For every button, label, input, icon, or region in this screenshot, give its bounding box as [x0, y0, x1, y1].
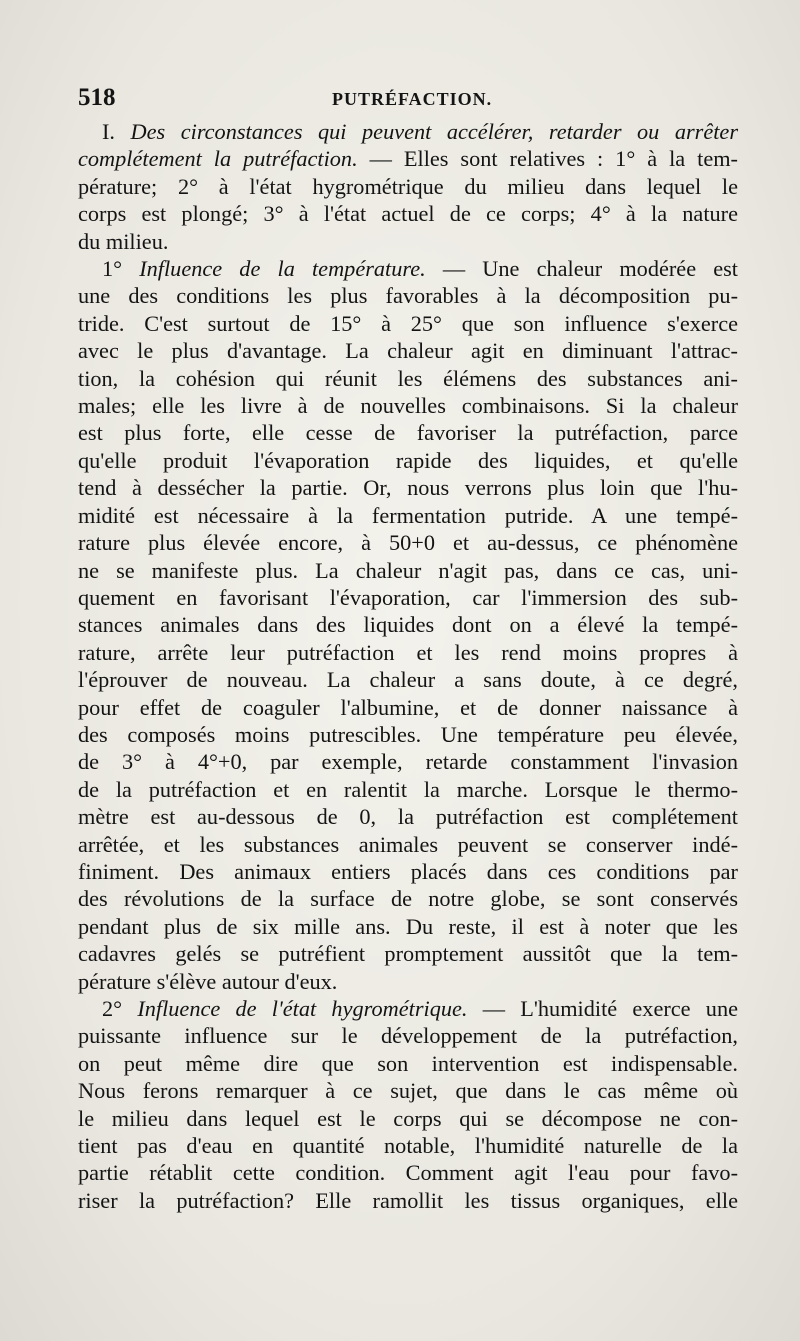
text-segment: — Une chaleur modérée est: [425, 256, 739, 282]
text-line: [78, 1050, 738, 1077]
text-line: [78, 419, 738, 446]
text-line: [78, 228, 738, 255]
text-segment: I.: [102, 119, 131, 144]
text-line: [78, 611, 738, 638]
text-line: [78, 173, 738, 200]
text-segment: est plus forte, elle cesse de favoriser la putréfaction, parce: [78, 420, 738, 446]
paragraph: [78, 118, 738, 255]
text-segment: ne se manifeste plus. La chaleur n'agit pas, dans ce cas, uni-: [78, 557, 738, 583]
text-segment: — L'humidité exerce une: [467, 996, 739, 1021]
italic-heading: Influence de l'état hygrométrique.: [137, 996, 468, 1021]
text-line: [78, 365, 738, 392]
text-line: [78, 474, 738, 501]
page-header: [78, 84, 738, 114]
text-segment: riser la putréfaction? Elle ramollit les tissus organiques, elle: [78, 1187, 738, 1213]
text-segment: puissante influence sur le développement de la putréfaction,: [78, 1023, 738, 1049]
text-line: [78, 502, 738, 529]
text-line: [78, 831, 738, 858]
text-line: [78, 118, 738, 145]
text-line: [78, 1187, 738, 1214]
text-segment: une des conditions les plus favorables à la décomposition pu-: [78, 283, 738, 309]
text-segment: corps est plongé; 3° à l'état actuel de ce corps; 4° à la nature: [78, 201, 738, 227]
text-segment: midité est nécessaire à la fermentation putride. A une tempé-: [78, 502, 738, 528]
text-line: [78, 885, 738, 912]
text-segment: pendant plus de six mille ans. Du reste, il est à noter que les: [78, 913, 738, 939]
text-segment: tient pas d'eau en quantité notable, l'humidité naturelle de la: [78, 1133, 738, 1159]
paragraph: [78, 995, 738, 1214]
text-segment: rature plus élevée encore, à 50+0 et au-dessus, ce phénomène: [78, 530, 738, 556]
text-segment: quement en favorisant l'évaporation, car l'immersion des sub-: [78, 584, 738, 610]
paragraph: [78, 255, 738, 995]
text-segment: — Elles sont relatives : 1° à la tem-: [357, 146, 738, 172]
text-line: [78, 392, 738, 419]
text-segment: le milieu dans lequel est le corps qui se décompose ne con-: [78, 1105, 738, 1131]
italic-heading: Influence de la température.: [139, 256, 426, 282]
text-line: [78, 940, 738, 967]
text-line: [78, 721, 738, 748]
text-line: [78, 803, 738, 830]
text-segment: du milieu.: [78, 228, 169, 254]
text-segment: des composés moins putrescibles. Une température peu élevée,: [78, 721, 738, 747]
text-segment: stances animales dans des liquides dont on a élevé la tempé-: [78, 612, 738, 638]
text-line: [78, 145, 738, 172]
text-line: [78, 776, 738, 803]
text-line: [78, 1159, 738, 1186]
text-segment: tend à dessécher la partie. Or, nous verrons plus loin que l'hu-: [78, 475, 738, 501]
text-line: [78, 666, 738, 693]
text-segment: tride. C'est surtout de 15° à 25° que son influence s'exerce: [78, 310, 738, 336]
text-segment: rature, arrête leur putréfaction et les rend moins propres à: [78, 639, 738, 665]
text-segment: avec le plus d'avantage. La chaleur agit en diminuant l'attrac-: [78, 338, 738, 364]
text-segment: Nous ferons remarquer à ce sujet, que dans le cas même où: [78, 1078, 738, 1104]
text-segment: de la putréfaction et en ralentit la marche. Lorsque le thermo-: [78, 776, 738, 802]
text-segment: des révolutions de la surface de notre globe, se sont conservés: [78, 886, 738, 912]
italic-heading: Des circonstances qui peuvent accélérer, retarder ou arrêter: [130, 119, 739, 144]
text-segment: pérature s'élève autour d'eux.: [78, 968, 338, 994]
text-segment: males; elle les livre à de nouvelles combinaisons. Si la chaleur: [78, 393, 738, 419]
text-segment: de 3° à 4°+0, par exemple, retarde constamment l'invasion: [78, 749, 738, 775]
text-line: [78, 639, 738, 666]
text-segment: mètre est au-dessous de 0, la putréfaction est complétement: [78, 804, 738, 830]
text-segment: pérature; 2° à l'état hygrométrique du milieu dans lequel le: [78, 173, 738, 199]
text-segment: qu'elle produit l'évaporation rapide des liquides, et qu'elle: [78, 447, 738, 473]
text-segment: partie rétablit cette condition. Comment agit l'eau pour favo-: [78, 1160, 738, 1186]
text-line: [78, 584, 738, 611]
body-text: [78, 118, 738, 1214]
text-line: [78, 282, 738, 309]
italic-heading: complétement la putréfaction.: [78, 146, 358, 172]
text-segment: tion, la cohésion qui réunit les élémens des substances ani-: [78, 365, 738, 391]
text-line: [78, 310, 738, 337]
text-line: [78, 1022, 738, 1049]
text-line: [78, 748, 738, 775]
text-line: [78, 529, 738, 556]
text-line: [78, 968, 738, 995]
text-line: [78, 557, 738, 584]
text-segment: 2°: [102, 996, 138, 1021]
text-segment: arrêtée, et les substances animales peuvent se conserver indé-: [78, 831, 738, 857]
text-line: [78, 1077, 738, 1104]
text-line: [78, 255, 738, 282]
text-line: [78, 200, 738, 227]
text-line: [78, 1105, 738, 1132]
text-segment: pour effet de coaguler l'albumine, et de donner naissance à: [78, 694, 738, 720]
text-line: [78, 447, 738, 474]
text-line: [78, 858, 738, 885]
text-segment: l'éprouver de nouveau. La chaleur a sans doute, à ce degré,: [78, 667, 738, 693]
text-line: [78, 337, 738, 364]
text-segment: cadavres gelés se putréfient promptement aussitôt que la tem-: [78, 941, 738, 967]
text-line: [78, 913, 738, 940]
text-segment: on peut même dire que son intervention est indispensable.: [78, 1050, 738, 1076]
running-head: PUTRÉFACTION.: [332, 89, 493, 109]
text-line: [78, 995, 738, 1022]
text-segment: finiment. Des animaux entiers placés dans ces conditions par: [78, 858, 738, 884]
text-line: [78, 694, 738, 721]
text-segment: 1°: [102, 256, 140, 282]
text-line: [78, 1132, 738, 1159]
page-number: 518: [78, 84, 116, 111]
